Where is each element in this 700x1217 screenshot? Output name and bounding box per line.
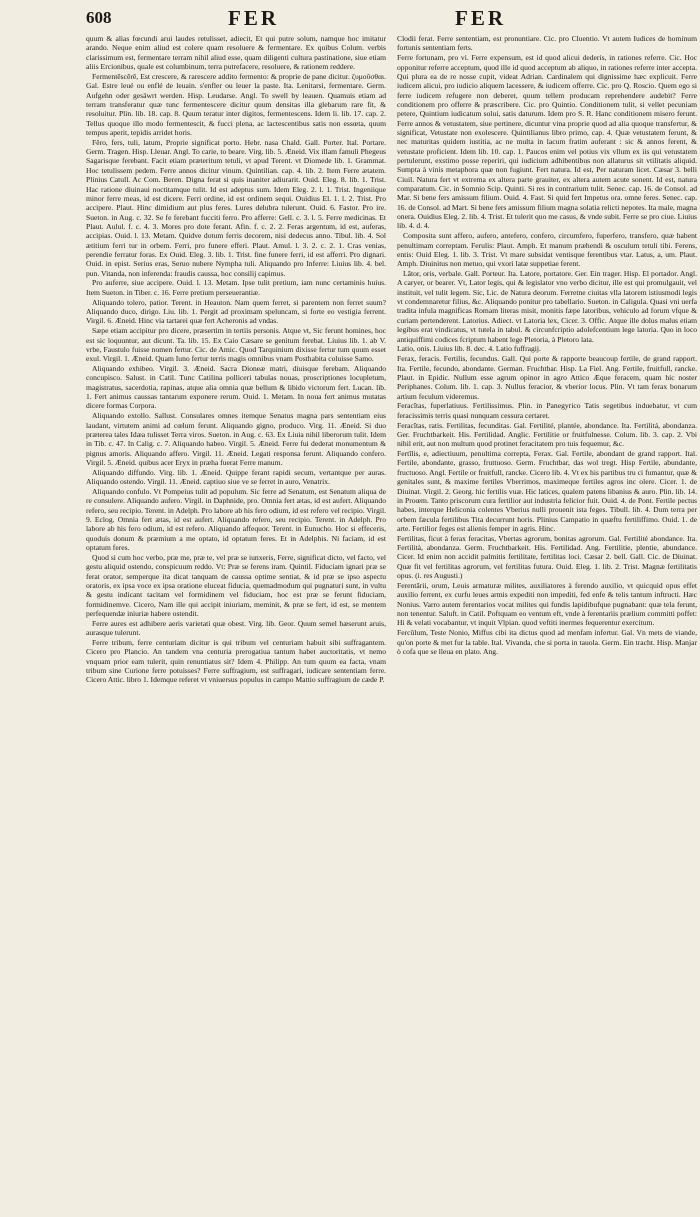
dictionary-entry: Feracĭtas, fuperlatiuus. Fertilissimus. Plin. in Panegyrico Tatis segetibus induebatur, vt cum feracissimis terris quasi nunquam cessura certaret. bbox=[397, 401, 697, 420]
dictionary-entry: Fĕro, fers, tuli, latum, Proprie significat porto. Hebr. nasa Chald. Gall. Porter. Ital. Portare. Germ. Tragen. Hisp. Lleuar. Angl. To carie, to beare. Virg. lib. 5. Æneid. Vix illam famuli Phegeus Sagarisque ferebant. Facit etiam præteritum tetuli, vt apud Terent. vt Diomede lib. 1. Grammat. Hoc tetulissem pedem. Ferre annos dicitur vinum. Quintilian. cap. 4. lib. 2. Item Ferre ætatem. Plinius Catull. Ac Com. Beren. Digna ferat si quis inaniter adiurarit. Ouid. Eleg. 8. lib. 1. Trist. Hac ratione diuinaui noctitamque tulit. Id est adeptus sum. Idem Eleg. 2. l. 1. Trist. Ingeniique minor ferre meas, id est dicere. Ferri ordine, id est ordinem sequi. Ouidius El. 1. l. 2. Trist. Pro accipere. Plaut. Hinc dimidium aut plus feres. Lures delubra tulerunt. Ouid. 6. Fastor. Pro ire. Sueton. in Aug. c. 32. Se fe ferebant fucciti ferro. Pro afferre: Gell. c. 3. l. 5. Ferre medicinas. Et Plaut. Aulul. f. c. 4. 3. Mores pro dote ferant. Afin. f. c. 2. 2. Feras argentum, id est, auferas, accipias. Ouid. l. 13. Metam. Quidve dotum ferris decorem, nisi dedecus anno. Tibul. lib. 4. Sol ætitium ferri tur in orbem. Ferri, pro funere efferi. Plaut. Amul. l. 3. 2. c. 2. 1. Cras venias, perendie ferratur foras. Ex Ouid. Eleg. 3. lib. 1. Trist. fine funere ferri, id est afferri. Pro dignari. Ouid. in epist. Serius eras, Seruo nubere Nympha tuli. Aliquando pro Inferre: Liuius lib. 4. bel. pun. Vitanda, non inferenda: fraudis caussa, hoc consilij capimus. bbox=[86, 137, 386, 278]
dictionary-entry: Quod si cum hoc verbo, præ me, præ te, vel præ se iunxeris, Ferre, significat dicto, vel facto, vel gestu aliquid ostendo, conspicuum reddo. Vt: Præ se ferens iram. Quintil. Fiduciam ignari præ se ferat orator, semperque ita dicat tanquam de caussa optime sentiat, & id præ se ipso aspectu oratoris, ex ipsa voce ex ipsa oratione eluceat fiducia, quemadmodum qui pugnaturi sunt, in vultu & gestu indicant tacitam vel formidinem vel fiduciam, hoc est præ se ferunt fiduciam, formidinemve. Cicero, Nam ille qui accipit iniuriam, meminit, & præ se fert, id est, se mentem perfequendæ iniuriæ habere ostendit. bbox=[86, 552, 386, 618]
dictionary-entry: Feracĭtas, ratis. Fertilitas, fecunditas. Gal. Fertilité, plantée, abondance. Ita. Fertilitá, abondanza. Ger. Fruchtbarkeit. His. Fertilidad. Anglic. Fertilitie or fruitfulnesse. Colum. lib. 3. cap. 2. Vbi nihil erit, aut non multum quod protinet feracitatem pro tuis fequemur, &c. bbox=[397, 420, 697, 449]
dictionary-entry: quum & alias fœcundi arui laudes retulisset, adiecit, Et qui putre solum, namque hoc imitatur arando. Neque enim aliud est colere quam resoluere & fermentare. Ex quibus Colum. verbis clarissimum est, fermentare terram nihil aliud esse, quam diligenti cultura pastinatione, siue etiam aliis Ercionibus, quale est columbinum, terra putrefacere, resoluere, & rationem reddere. bbox=[86, 34, 386, 72]
dictionary-entry: Aliquando exhibeo. Virgil. 3. Æneid. Sacra Dioneæ matri, diuisque ferebam. Aliquando concupisco. Salust. in Catil. Tunc Catilina polliceri tabulas nouas, proscriptiones locupletum, magistratus, sacerdotia, rapinas, atque alia omnia quæ bellum & libido victorum fert. Lucan. lib. 1. Fert animus caussas tantarum exponere rerum. Ouid. 1. Metam. In noua fert animus mutatas dicere formas Corpora. bbox=[86, 364, 386, 411]
dictionary-entry: Ferax, feracis. Fertilis, fecundus. Gall. Qui porte & rapporte beaucoup fertile, de grand rapport. Ita. Fertile, fecundo, abondante. German. Fruchtbar. Hisp. La Fiel. Ang. Fertile, fruitfull, rancke. Plaut. in Epidic. Nullum esse agrum opinor in agro Attico Æque feracem, quam hic noster Periphanes. Colum. lib. 1. cap. 3. Nullus feracior, & vberior locus. Plin. Vt tam ferax bonarum artium feculum videremus. bbox=[397, 354, 697, 401]
dictionary-entry: Sæpe etiam accipitur pro dicere, præsertim in tertiis personis. Atque vt, Sic ferunt homines, hoc est sic loquuntur, aut dicunt. Ta. lib. 15. Ex Caio Cæsare se genitum ferebat. Liuius lib. 1. ab V. vrbe, Faustulo fuisse nomen fertur. Cic. de Amic. Quod Tarquinium dixisse fertur tum quum esset exul. Virgil. 1. Æneid. Quam Iuno fertur terris magis omnibus vnam Posthabita coluisse Samo. bbox=[86, 326, 386, 364]
dictionary-entry: Fercŭlum, Teste Nonio, Miffus cibi ita dictus quod ad menfam infertur. Gal. Vn mets de viande, qu'on porte & met fur la table. Ital. Vivanda, che si porta in tauola. Germ. Ein tracht. Hisp. Manjar ò cofa que se lleua en plato. Ang. bbox=[397, 628, 697, 656]
right-column bbox=[397, 34, 697, 1209]
dictionary-entry: Ferre aures est adhibere aeris varietati quæ obest. Virg. lib. Geor. Quum semel hæserunt aruis, aurasque tulerunt. bbox=[86, 618, 386, 638]
dictionary-entry: Pro auferre, siue accipere. Ouid. l. 13. Metam. Ipse tulit pretium, iam nunc certaminis huius. Item Sueton. in Tiber. c. 16. Ferre pretium perseuerantiæ. bbox=[86, 278, 386, 297]
dictionary-entry: Latio, onis. Liuius lib. 8. dec. 4. Latio fuffragij. bbox=[397, 344, 541, 354]
left-headword: FER bbox=[228, 6, 279, 30]
dictionary-entry: Ferre tribum, ferre centuriam dicitur is qui tribum vel centuriam habuit sibi suffragantem. Cicero pro Plancio. An tandem vna centuria prerogatiua tantum habet auctoritatis, vt nemo vnquam prior eam tulerit, quin renuntiatus sit? Idem 4. Philipp. An tum quum ea facta, vnam tribum sine Curione ferre potuisses? Ferre suffragium, est suffragari, iudicare sententiam ferre. Cicero Attic. libro 1. Idemque referet vt vniuersus populus in campo Mattio suffragium de cæde P. bbox=[86, 638, 386, 685]
dictionary-entry: Fertilitas, ficut à ferax feracitas, Vbertas agrorum, bonitas agrorum. Gal. Fertilité abondance. Ita. Fertilità, abondanza. Germ. Fruchtbarkeit. His. Fertilidad. Ang. Fertilitie, plentie, abundance. Cicer. Id enim non accidit palmitis fertilitate, fertilitas loci. Cæsar 2. bell. Gall. Cic. de Diuinat. Quæ fit vel fertilitas agrorum, vel fertilitas futura. Ouid. Eleg. 1. lib. 2. Trist. Magnæ fertilitatis opus. (i. res Augusti.) bbox=[397, 533, 697, 581]
dictionary-entry: Aliquando extollo. Sallust. Consulares omnes itemque Senatus magna pars sententiam eius laudant, virtutem animi ad cœlum ferunt. Aliquando gigno, produco. Virg. 11. Æneid. Si duo præterea tales Idæa tulisset Terra viros. Sueton. in Aug. c. 63. Ex Liuia nihil liberorum tulit. Idem in Tib. c. 47. In Calig. c. 7. Aliquando habeo. Virgil. 5. Æneid. Ferre fui dederat monumentum & pignus amoris. Aliquando affero. Virgil. 11. Æneid. Legati responsa ferunt. Aliquando confero. Virgil. 5. Æneid. quibus acer Eryx in præha fuerat Ferre manum. bbox=[86, 411, 386, 467]
page-number: 608 bbox=[86, 8, 112, 27]
dictionary-entry: Fermentēscĕrĕ, Est crescere, & rarescere addito fermento: & proprie de pane dicitur. ζυμοῦσθαι. Gal. Estre leué ou enflé de leuain. s'enfler ou leuer la paste. Ita. Lenitarsi, fermentare. Germ. Aufgehn oder gesäwrt werden. Hisp. Leudarse. Angl. To swell by leauen. Quamuis etiam ad terram transferatur quæ tunc fermentescere dicitur quum densitas illa glebarum rare fit, & resoluitur. Plin. lib. 18. cap. 8. Quum teratur inter digitos, fermentescens. Idem li. lib. 17. cap. 2. Tellus quoque illo modo fermentescit, & fucci plena, ac lactescentibus satis non essœta, quum tempus aperit, tepidis arridet horis. bbox=[86, 71, 386, 137]
left-column bbox=[86, 34, 386, 1209]
dictionary-entry: Lātor, oris, verbale. Gall. Porteur. Ita. Latore, portatore. Ger. Ein trager. Hisp. El portador. Angl. A caryer, or bearer. Vt, Lator legis, qui & legislator vno verbo dicitur, ille est qui promulgauit, vel instituit, vel tulit legem. Sic, Lic. de Natura deorum. Ferretne ciuitas vlla latorem istiusmodi legis vt condemnaretur filius, &c. Aliquando ponitur pro tabellario. Sueton. in Caligula. Quasi vni uerfa tradita infula magnificas Romam literas misit, monitis fæpe latoribus, vehiculo ad forum vfque & curiam pertenderent. Latorius. Adiect. vt Latoria lex, Cicer. 3. Offic. Atque ille dolus malus etiam legibus erat vindicatus, vt tutela in tabul. & circunfcriptio adolefcentium lege latoria. Quo in loco antiquiffimi codices fcriptum habent lege Pletoria, à Pletoro lata. bbox=[397, 269, 697, 344]
dictionary-entry: Aliquando diffundo. Virg. lib. 1. Æneid. Quippe ferant rapidi secum, vertantque per auras. Aliquando ostendo. Virgil. 11. Æneid. captiuo siue ve se ferret in auro, Venatrix. bbox=[86, 467, 386, 487]
dictionary-entry: Clodii ferat. Ferre sententiam, est pronuntiare. Cic. pro Cluentio. Vt autem Iudices de hominum fortunis sententiam ferts. bbox=[397, 34, 697, 53]
dictionary-entry: Fertĭlis, e, adiectiuum, penultima correpta, Ferax. Gal. Fertile, abondant de grand rapport. Ital. Fertile, abondante, grasso, fruttuoso. Germ. Fruchtbar, das wol tregt. Hisp Fertile, abundante, fructuoso. Angl. Fertile or fruitfull, rancke. Cicero lib. 4. Vt ex his partibus tru ci fumantur, quæ & genitales sunt, & maxime fertiles Vberrimos, maximeque fertiles agros inc olere. Cicer. 1. de Diuinat. Virgil. 2. Georg. hic fertilis vuæ. Hic latices, qualem patens libanius & auro. Plin. lib. 14. in Proœm. Tanto priscorum cura fertilior aut industria felicior fuit. Ouid. 4. de Pont. Fertile pectus habes, interque Heliconia colentes Vberius nulli prouenit ista feges. Tibull. lib. 4. Dum terra per orbem fæcula fertilibus Tita decurrunt horis. Plinius Campatio in quæftu fertiliffimo. Ouid. 1. de arte. Fertilior feges est alienis femper in agris. Hinc. bbox=[397, 449, 697, 533]
dictionary-entry: Ferentārii, orum, Leuis armaturæ milites, auxiliatores à ferendo auxilio, vt quicquid opus effet auxilio ferrent, ex curfu leues armis expediti non impediti, fed enfe & telis tantum inftructi. Hæc Nonius. Varro autem ferentarios vocat milites qui fundis lapidibufque pugnabant: quæ tela ferunt, non tenentur. Saluft. in Catil. Poftquam eo ventum eft, vnde à ferentariis prælium committi poffet: Hi & velati vocabantur, vt inquit Vlpian. quod veftiti inermes fequerentur exercitum. bbox=[397, 580, 697, 628]
right-headword: FER bbox=[455, 6, 506, 30]
dictionary-entry: Composita sunt affero, aufero, antefero, confero, circumfero, fuperfero, transfero, quæ habent penultimam correptam. Ferulis: Plaut. Amph. Et manum præhendi & osculum tetuli tibi. Ferens, entis: Ouid Eleg. 1. lib. 3. Trist. Vt mare subsidat ventisque ferentibus vtar. Latus, a, um. Plaut. Amph. Diuinitus non metuo, qui vxori latæ suppetiae ferent. bbox=[397, 231, 697, 269]
dictionary-entry: Ferre fortunam, pro vi. Ferre expensum, est id quod alicui dederis, in rationes referre. Cic. Hoc opponitur referre acceptum, quod ille id quod acceptum ab aliquo, in rationes referre inter accepta. Qui plura ea de re nosse cupit, videat Adrian. Cardinalem qui dignissime hæc explicuit. Ferre iudicem alicui, pro iudicio aliquem lacessere, & iudicem offerre. Cic. pro Q. Roscio. Quem ego si ferre iudicem refugere non deberet, quum tellem producam reprehendere audebit? Ferre conditionem pro offerre & præscribere. Cic. pro Quintio. Conditionem tulit, si vellet pecuniam petere, Quintium iudicatum solui, satis daturum. Idem pro S. R. Hanc conditionem misero ferunt. Ferre annos & vetustatem, siue pertinere, dicuntur vina proprie quod ad alia quoque transfertur, & significat, Vetustate non exolescere. Quintilianus libro primo, cap. 4. Quæ vetustatem ferunt, & nec maturitas quidem iustitia, ac ne multa in lacum fratim auferant : sic & annos ferent, & vetustate proficient. Idem lib. 10. cap. 1. Paucos enim vel potius vix vllum ex iis qui vetustatem pertulerunt, exstimo posse reperiri, qui iudicium adhibentibus non allaturus sit vtilitatis aliquid. Sumpta à vinis metaphora quæ non fugiunt. Fert natura. Id est, Per naturam licet. Cæsar 3. belli Ciuil. Natura fert vt extrema ex altera parte grauiter, ex altera autem acute sonent. Id est, natura comparatum. Cic. in Somnio Scip. Quinti. Si res in contrarium tulit. Senec. cap. 16. de Consol. ad Mar. Si bene fers amissum filium. Ouid. 4. Fast. Si quid fert Impetus ora. omne feres. Senec. cap. 16. de Consol. ad Mart. Si bene fers amissum filium magna solatia relicti nepotes. Ita male, magna onera. Ouidius Eleg. 2. lib. 4. Trist. Et tulerit quo me casus, & vnde subit. Ferre se pro ciue. Liuius lib. 4. d. 4. bbox=[397, 53, 697, 231]
dictionary-entry: Aliquando confulo. Vt Pompeius tulit ad populum. Sic ferre ad Senatum, est Senatum aliqua de re consulere. Aliquando aufero. Virgil. in Daphnide, pro. Omnia fert ætas, id est aufert. Aliquando refero, seu recipio. Terent. in Adelph. Pro labore ab his fero odium, id est refero vel recipio. Virgil. 9. Eclog. Omnia fert ætas, id est aufert. Aliquando refero, seu recipio. Terent. in Adelph. Pro labore ab his fero odium, id est refero. Aliquando affequor. Terent. in Eunucho. Hoc si effeceris, quoduis donum & præmium a me optato, id optatum feres. Et in Adelphis. Ni faciam, id est optatum feres. bbox=[86, 487, 386, 553]
running-header bbox=[0, 4, 700, 34]
dictionary-entry: Aliquando tolero, patior. Terent. in Heauton. Nam quem ferret, si parentem non ferret suum? Aliquando duco, dirigo. Liu. lib. 1. Pergit ad proximam speluncam, si forte eo vestigia ferrent. Virgil. 6. Æneid. Hinc via tartarei quæ fert Acheronis ad vndas. bbox=[86, 297, 386, 326]
